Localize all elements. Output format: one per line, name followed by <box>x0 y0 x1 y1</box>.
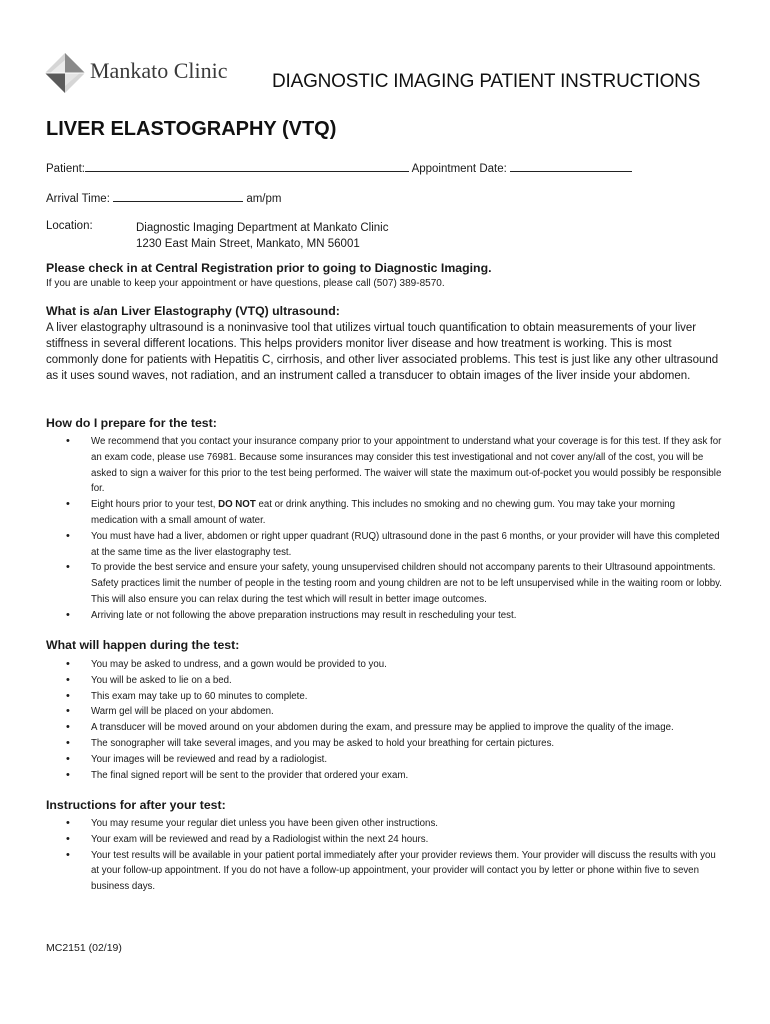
list-item: • You may be asked to undress, and a gown would be provided to you. <box>46 657 722 673</box>
document-heading: DIAGNOSTIC IMAGING PATIENT INSTRUCTIONS <box>272 71 701 92</box>
diamond-logo-icon <box>44 52 86 94</box>
what-is-title: What is a/an Liver Elastography (VTQ) ultrasound: <box>46 304 340 318</box>
patient-label: Patient: <box>46 163 85 175</box>
arrival-time-field[interactable] <box>113 190 243 202</box>
clinic-logo <box>44 52 244 94</box>
checkin-notice: Please check in at Central Registration prior to going to Diagnostic Imaging. <box>46 261 492 275</box>
location-label: Location: <box>46 220 93 232</box>
bullet-dot-icon: • <box>66 752 70 765</box>
arrival-time-suffix: am/pm <box>246 193 282 205</box>
list-item: • This exam may take up to 60 minutes to complete. <box>46 689 722 705</box>
bullet-dot-icon: • <box>66 561 70 574</box>
location-address <box>136 220 388 252</box>
bullet-dot-icon: • <box>66 736 70 749</box>
patient-row <box>46 160 632 175</box>
after-title: Instructions for after your test: <box>46 798 226 812</box>
patient-name-field[interactable] <box>85 160 409 172</box>
what-is-body: A liver elastography ultrasound is a noninvasive tool that utilizes virtual touch quantification to obtain measurements of your liver stiffness in several different locations. This helps providers monitor liver disease and how treatment is working. This is most commonly done for patients with Hepatitis C, cirrhosis, and other liver associated problems. This test is just like any other ultrasound as it uses sound waves, not radiation, and an instrument called a transducer to obtain images of the liver inside your abdomen. <box>46 322 719 382</box>
list-item: • To provide the best service and ensure your safety, young unsupervised children should not accompany parents to their Ultrasound appointments. Safety practices limit the number of people in the testing room and young children are not to be left unsupervised while in the waiting room or lobby. This will also ensure you can relax during the test which will result in better image outcomes. <box>66 561 722 605</box>
list-item: • Your exam will be reviewed and read by a Radiologist within the next 24 hours. <box>46 832 722 848</box>
after-list <box>46 816 722 895</box>
location-line-1: Diagnostic Imaging Department at Mankato Clinic <box>136 222 389 234</box>
list-item: • You may resume your regular diet unless you have been given other instructions. <box>46 816 722 832</box>
list-item: • We recommend that you contact your insurance company prior to your appointment to understand what your coverage is for this test. If they ask for an exam code, please use 76981. Because some insurances may consider this test investigational and not cover any/all of the cost, you will be asked to sign a waiver for this prior to the test being performed. The waiver will state the maximum out-of-pocket you would possibly be responsible for. <box>66 435 722 495</box>
prepare-list <box>46 434 722 624</box>
page-title: LIVER ELASTOGRAPHY (VTQ) <box>46 118 337 140</box>
list-item: • The sonographer will take several images, and you may be asked to hold your breathing for certain pictures. <box>46 736 722 752</box>
bullet-dot-icon: • <box>66 721 70 734</box>
list-item: • Eight hours prior to your test, DO NOT eat or drink anything. This includes no smoking and no chewing gum. You may take your morning medication with a small amount of water. <box>66 498 676 526</box>
list-item: • The final signed report will be sent to the provider that ordered your exam. <box>46 768 722 784</box>
arrival-time-label: Arrival Time: <box>46 193 110 205</box>
bullet-dot-icon: • <box>66 529 70 542</box>
bullet-dot-icon: • <box>66 705 70 718</box>
bullet-dot-icon: • <box>66 689 70 702</box>
bullet-dot-icon: • <box>66 768 70 781</box>
location-line-2: 1230 East Main Street, Mankato, MN 56001 <box>136 238 360 250</box>
bullet-dot-icon: • <box>66 848 70 861</box>
prepare-title: How do I prepare for the test: <box>46 416 217 430</box>
during-title: What will happen during the test: <box>46 638 240 652</box>
during-list <box>46 657 722 783</box>
list-item: • You must have had a liver, abdomen or right upper quadrant (RUQ) ultrasound done in the past 6 months, or your provider will have this completed at the same time as the liver elastography test. <box>66 529 720 558</box>
list-item: • Your test results will be available in your patient portal immediately after your provider reviews them. Your provider will discuss the results with you at your follow-up appointment. If you do not have a follow-up appointment, your provider will contact you by letter or phone within five to seven business days. <box>66 848 716 893</box>
form-code: MC2151 (02/19) <box>46 942 122 954</box>
list-item: • You will be asked to lie on a bed. <box>46 673 722 689</box>
list-item: • A transducer will be moved around on your abdomen during the exam, and pressure may be applied to improve the quality of the image. <box>46 720 722 736</box>
bullet-dot-icon: • <box>66 658 70 670</box>
bullet-dot-icon: • <box>66 817 70 829</box>
list-item: • Your images will be reviewed and read by a radiologist. <box>46 752 722 768</box>
list-item: • Warm gel will be placed on your abdomen. <box>46 704 722 720</box>
arrival-row <box>46 190 281 205</box>
bullet-dot-icon: • <box>66 498 70 511</box>
bullet-dot-icon: • <box>66 608 70 621</box>
contact-notice: If you are unable to keep your appointment or have questions, please call (507) 389-8570. <box>46 278 445 289</box>
bullet-dot-icon: • <box>66 832 70 845</box>
appointment-date-label: Appointment Date: <box>411 163 507 175</box>
bullet-dot-icon: • <box>66 673 70 686</box>
list-item: • Arriving late or not following the above preparation instructions may result in rescheduling your test. <box>46 608 722 624</box>
bullet-dot-icon: • <box>66 435 70 447</box>
appointment-date-field[interactable] <box>510 160 632 172</box>
logo-text: Mankato Clinic <box>90 58 228 83</box>
